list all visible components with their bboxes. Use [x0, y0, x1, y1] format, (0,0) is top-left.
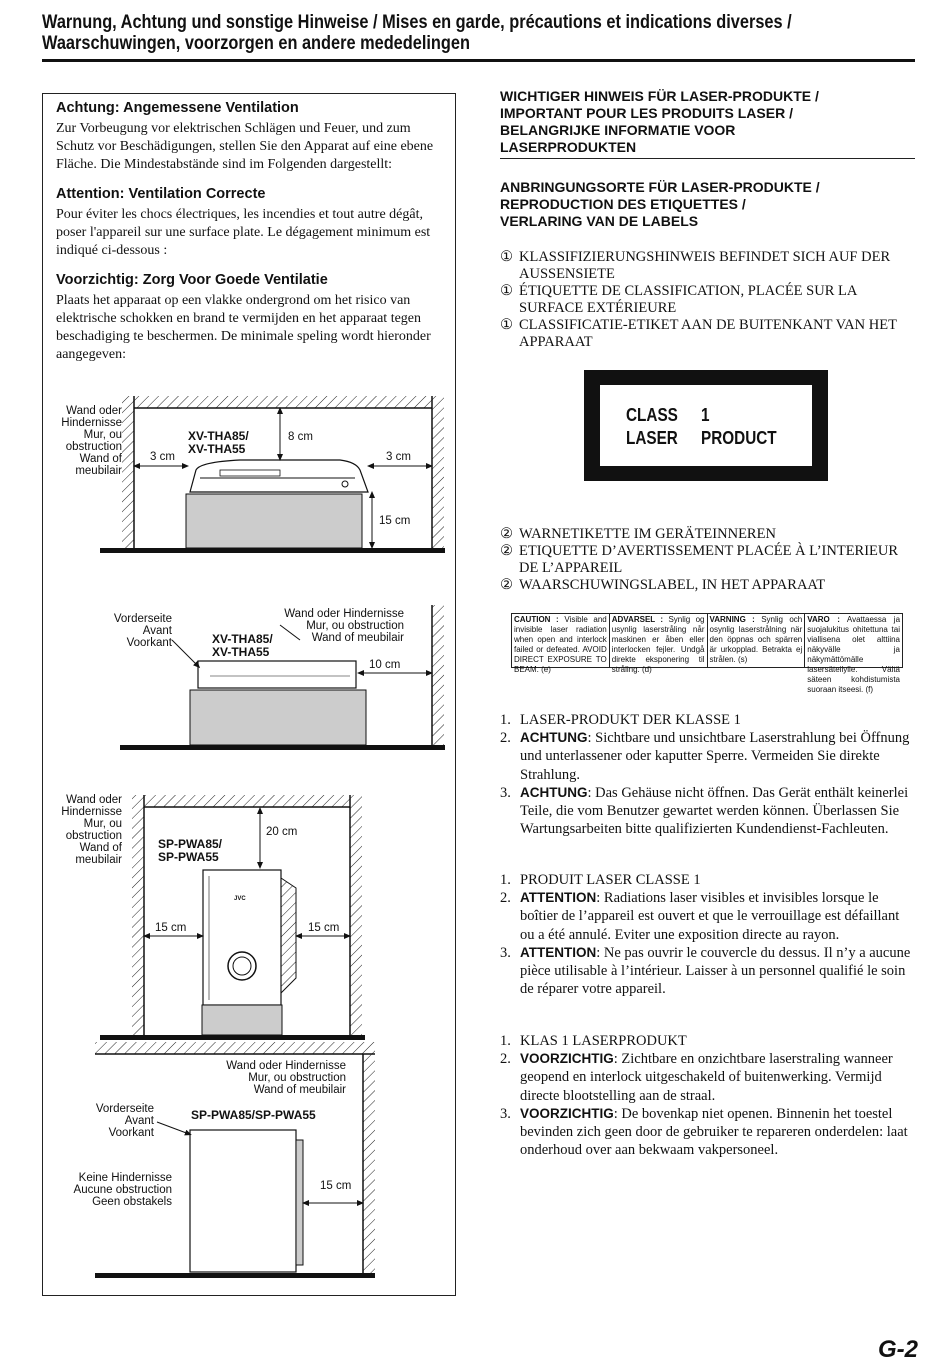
label-locations-heading-line: ANBRINGUNGSORTE FÜR LASER-PRODUKTE / [500, 179, 820, 195]
d3-model-line: SP-PWA85/ [158, 837, 223, 851]
list-text: : Zichtbare en onzichtbare laserstraling wanneer geopend en interlock uitgeschakeld of buitenwerking. Vermijd directe blootstelling aan de straal. [520, 1051, 893, 1104]
list-number: 2. [500, 1051, 511, 1068]
warning-cell-keyword: VARO : [807, 615, 840, 624]
location-2-fr-text: ETIQUETTE D’AVERTISSEMENT PLACÉE À L’INTERIEUR DE L’APPAREIL [519, 543, 899, 576]
warning-cell-fi [805, 614, 902, 694]
d4-front-label [84, 1103, 154, 1139]
d1-model [188, 430, 249, 456]
d1-left-clearance: 3 cm [150, 451, 175, 463]
label-locations-heading-line: REPRODUCTION DES ETIQUETTES / [500, 196, 746, 212]
page-title-line2: Waarschuwingen, voorzorgen en andere mededelingen [42, 33, 470, 54]
warning-cell-code: (e) [541, 665, 551, 674]
marker-circled-2: ② [500, 577, 513, 593]
list-text: : Radiations laser visibles et invisibles lorsque le boîtier de l’appareil est ouvert et que le verrouillage est défaillant ou a été annulé. Eviter une exposition directe au rayon. [520, 890, 900, 943]
list-item [500, 944, 915, 999]
location-2-nl-text: WAARSCHUWINGSLABEL, IN HET APPARAAT [519, 577, 826, 593]
location-1-fr-text: ÉTIQUETTE DE CLASSIFICATION, PLACÉE SUR LA SURFACE EXTÉRIEURE [519, 283, 857, 316]
warning-cell-code: (f) [865, 685, 874, 694]
warning-cell-text: Avattaessa ja suojalukitus ohitettuna tai viallisena olet alttiina näkyvälle ja näkymättömälle lasersäteilylle. Vältä säteen kohdistumista suoraan itseesi. [807, 615, 901, 694]
d1-top-clearance: 8 cm [288, 431, 313, 443]
warning-cell-da [610, 614, 708, 674]
d2-wall-label-line: Mur, ou obstruction [306, 620, 404, 632]
d3-wall-label-line: Mur, ou [83, 818, 122, 830]
d3-right-clearance: 15 cm [308, 922, 340, 934]
d3-wall-label-line: Hindernisse [61, 806, 122, 818]
d3-wall-label [56, 794, 122, 866]
d3-model-line: SP-PWA55 [158, 850, 219, 864]
d3-wall-label-line: meubilair [75, 854, 122, 866]
location-1-nl [500, 317, 920, 351]
label-product: PRODUCT [701, 428, 777, 448]
warning-cell-code: (s) [737, 655, 748, 664]
ventilation-de-heading: Achtung: Angemessene Ventilation [56, 100, 299, 116]
d2-back-clearance: 10 cm [369, 659, 401, 671]
list-keyword: ATTENTION [520, 890, 597, 906]
d1-wall-label-line: Wand oder [66, 405, 122, 417]
d1-bottom-clearance: 15 cm [379, 515, 411, 527]
list-number: 3. [500, 1105, 511, 1122]
laser-heading-line: WICHTIGER HINWEIS FÜR LASER-PRODUKTE / [500, 88, 819, 104]
d2-model-line: XV-THA85/ [212, 632, 273, 646]
d2-wall-label-line: Wand of meubilair [311, 632, 404, 644]
list-keyword: ATTENTION [520, 944, 597, 960]
d1-model-line: XV-THA85/ [188, 429, 249, 443]
list-fr [500, 871, 915, 998]
list-number: 2. [500, 890, 511, 907]
ventilation-de-text: Zur Vorbeugung vor elektrischen Schlägen und Feuer, und zum Schutz vor Beschädigungen, stellen Sie den Apparat auf eine ebene Fläche. Die Mindestabstände sind im Folgenden dargestellt: [56, 121, 434, 172]
d3-top-clearance: 20 cm [266, 826, 298, 838]
diagram-1 [100, 396, 445, 553]
d3-left-clearance: 15 cm [155, 922, 187, 934]
d4-wall-label-line: Wand of meubilair [253, 1084, 346, 1096]
list-keyword: ACHTUNG [520, 730, 588, 746]
list-keyword: VOORZICHTIG [520, 1051, 614, 1067]
location-2-de-text: WARNETIKETTE IM GERÄTEINNEREN [519, 526, 776, 542]
list-de [500, 711, 915, 838]
d3-model [158, 838, 222, 864]
d2-front-label-line: Vorderseite [113, 613, 172, 625]
d1-wall-label-line: Wand of [79, 453, 122, 465]
ventilation-fr-text: Pour éviter les chocs électriques, les incendies et tout autre dégât, poser l'appareil sur une surface plate. Le dégagement minimum est indiqué ci-dessous : [56, 207, 431, 258]
list-text: LASER-PRODUKT DER KLASSE 1 [520, 712, 741, 728]
warning-cell-text: Synlig och osynlig laserstrålning när den öppnas och spärren är urkopplad. Betrakta ej strålen. [709, 615, 803, 664]
label-class-number: 1 [701, 405, 710, 425]
d4-front-label-line: Avant [124, 1115, 154, 1127]
list-number: 1. [500, 872, 511, 888]
d3-wall-label-line: obstruction [65, 830, 122, 842]
label-laser: LASER [626, 428, 678, 448]
d4-wall-label-line: Mur, ou obstruction [248, 1072, 346, 1084]
list-item [500, 1032, 915, 1050]
d4-no-obstacle-line: Keine Hindernisse [78, 1172, 172, 1184]
d1-wall-label-line: obstruction [65, 441, 122, 453]
d2-model [212, 633, 273, 659]
laser-heading-line: LASERPRODUKTEN [500, 139, 637, 155]
d4-no-obstacle-label [60, 1172, 172, 1208]
page-title-line1: Warnung, Achtung und sonstige Hinweise / Mises en garde, précautions et indications diverses / [42, 12, 792, 33]
list-item [500, 871, 915, 889]
laser-heading-line: BELANGRIJKE INFORMATIE VOOR [500, 122, 736, 138]
d1-right-clearance: 3 cm [386, 451, 411, 463]
d1-model-line: XV-THA55 [188, 442, 246, 456]
list-text: : Das Gehäuse nicht öffnen. Das Gerät enthält keinerlei Teile, die vom Benutzer gewartet werden können. Überlassen Sie Wartungsarbeiten bitte qualifizierten Kundendienst-Fachleuten. [520, 784, 909, 838]
label-class: CLASS [626, 405, 678, 425]
list-item [500, 1050, 915, 1105]
jvc-logo: JVC [234, 896, 246, 902]
d2-front-label [96, 613, 172, 649]
d3-wall-label-line: Wand oder [66, 794, 122, 806]
ventilation-nl-text: Plaats het apparaat op een vlakke ondergrond om het risico van elektrische schokken en brand te vermijden en het apparaat tegen beschadiging te beschermen. De minimale speling wordt hieronder aangegeven: [56, 293, 431, 362]
list-item [500, 784, 915, 839]
list-text: PRODUIT LASER CLASSE 1 [520, 872, 701, 888]
d2-wall-label [254, 608, 404, 644]
list-text: KLAS 1 LASERPRODUKT [520, 1033, 687, 1049]
list-text: : Ne pas ouvrir le couvercle du dessus. Il n’y a aucune pièce utilisable à l’intérieur. Laisser à un personnel qualifié le soin de réparer votre appareil. [520, 944, 911, 998]
list-number: 1. [500, 712, 511, 728]
label-locations-heading-line: VERLARING VAN DE LABELS [500, 213, 699, 229]
diagram-3 [100, 795, 365, 1040]
d2-front-label-line: Avant [142, 625, 172, 637]
marker-circled-1: ① [500, 317, 513, 333]
warning-cell-keyword: CAUTION : [514, 615, 559, 624]
list-item [500, 711, 915, 729]
d2-model-line: XV-THA55 [212, 645, 270, 659]
laser-heading [500, 88, 915, 156]
d1-wall-label-line: meubilair [75, 465, 122, 477]
warning-cell-keyword: VARNING : [709, 615, 755, 624]
d4-back-clearance: 15 cm [320, 1180, 352, 1192]
location-2-nl [500, 577, 920, 594]
marker-circled-1: ① [500, 283, 513, 299]
ventilation-nl-heading: Voorzichtig: Zorg Voor Goede Ventilatie [56, 272, 328, 288]
location-1-de [500, 249, 920, 283]
warning-cell-keyword: ADVARSEL : [611, 615, 664, 624]
list-number: 3. [500, 784, 511, 801]
warning-cell-text: Synlig og usynlig laserstråling når maskinen er åben eller interlocken fejler. Undgå direkte eksponering til stråling. [611, 615, 705, 674]
list-nl [500, 1032, 915, 1159]
list-text: : De bovenkap niet openen. Binnenin het toestel bevinden zich geen door de gebruiker te repareren onderdelen: laat onderhoud over aan bekwaam vakpersoneel. [520, 1105, 908, 1159]
list-number: 1. [500, 1033, 511, 1049]
d1-wall-label-line: Mur, ou [83, 429, 122, 441]
page-number: G-2 [878, 1336, 919, 1363]
d4-front-label-line: Voorkant [108, 1127, 154, 1139]
list-text: : Sichtbare und unsichtbare Laserstrahlung bei Öffnung und unterlassener oder kaputter Sperre. Vermeiden Sie direkte Strahlung. [520, 730, 910, 783]
location-1-nl-text: CLASSIFICATIE-ETIKET AAN DE BUITENKANT VAN HET APPARAAT [519, 317, 897, 350]
location-1-de-text: KLASSIFIZIERUNGSHINWEIS BEFINDET SICH AUF DER AUSSENSIETE [519, 249, 891, 282]
warning-cell-sv [708, 614, 806, 667]
list-number: 2. [500, 730, 511, 747]
location-1-fr [500, 283, 920, 317]
d4-front-label-line: Vorderseite [95, 1103, 154, 1115]
location-2-fr [500, 543, 920, 577]
list-keyword: ACHTUNG [520, 784, 588, 800]
d2-wall-label-line: Wand oder Hindernisse [284, 608, 404, 620]
laser-heading-rule [500, 158, 915, 159]
warning-cell-en [512, 614, 610, 674]
list-item [500, 729, 915, 784]
label-locations-heading [500, 179, 915, 230]
d4-no-obstacle-line: Geen obstakels [92, 1196, 172, 1208]
warning-label [511, 613, 903, 694]
d1-wall-label-line: Hindernisse [61, 417, 122, 429]
d4-no-obstacle-line: Aucune obstruction [73, 1184, 172, 1196]
d1-wall-label [56, 405, 122, 477]
laser-heading-line: IMPORTANT POUR LES PRODUITS LASER / [500, 105, 793, 121]
marker-circled-1: ① [500, 249, 513, 265]
d2-front-label-line: Voorkant [126, 637, 172, 649]
list-keyword: VOORZICHTIG [520, 1105, 614, 1121]
ventilation-fr-heading: Attention: Ventilation Correcte [56, 186, 266, 202]
warning-cell-code: (d) [642, 665, 652, 674]
list-item [500, 1105, 915, 1160]
list-number: 3. [500, 944, 511, 961]
marker-circled-2: ② [500, 543, 513, 559]
d3-wall-label-line: Wand of [79, 842, 122, 854]
d4-wall-label-line: Wand oder Hindernisse [226, 1060, 346, 1072]
location-2-de [500, 526, 920, 543]
list-item [500, 889, 915, 944]
d4-wall-label [200, 1060, 346, 1096]
marker-circled-2: ② [500, 526, 513, 542]
warning-cell-text: Visible and invisible laser radiation when open and interlock failed or defeated. AVOID DIRECT EXPOSURE TO BEAM. [514, 615, 607, 674]
d4-model: SP-PWA85/SP-PWA55 [191, 1108, 316, 1122]
